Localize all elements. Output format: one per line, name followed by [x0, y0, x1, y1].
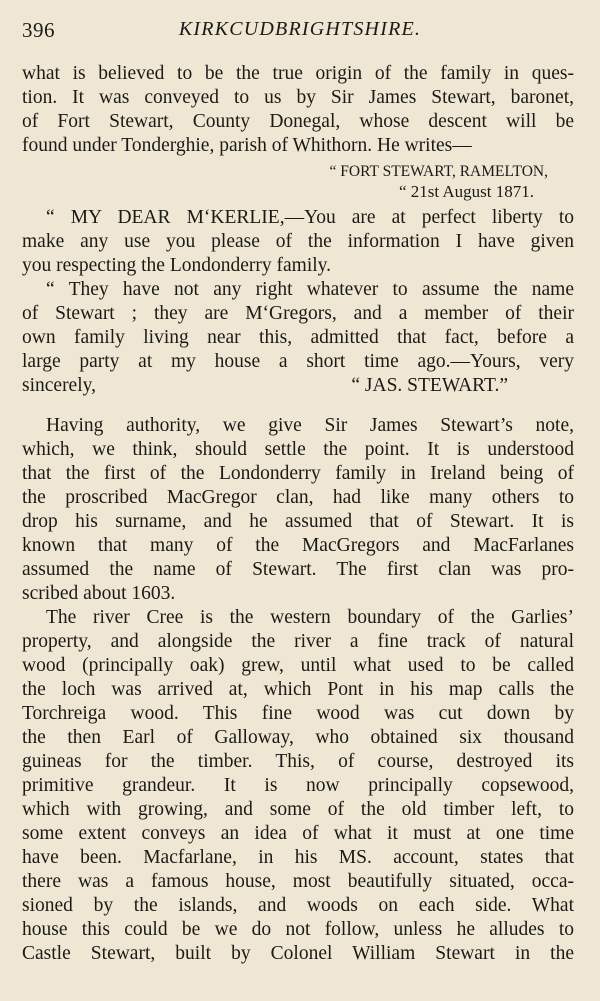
text-line: of Fort Stewart, County Donegal, whose descent will be [22, 111, 574, 132]
text-line: which with growing, and some of the old timber left, to [22, 799, 574, 820]
letter-date-line: “ 21st August 1871. [398, 182, 534, 201]
text-line: property, and alongside the river a fine track of natural [22, 631, 574, 652]
text-line: that the first of the Londonderry family in Ireland being of [22, 463, 574, 484]
text-line: what is believed to be the true origin of the family in ques- [22, 63, 574, 84]
paragraph-authority [22, 414, 574, 606]
text-line: large party at my house a short time ago.—Yours, very [22, 351, 574, 372]
page-number: 396 [22, 18, 55, 42]
text-line: drop his surname, and he assumed that of Stewart. It is [22, 511, 574, 532]
text-line: “ They have not any right whatever to assume the name [46, 279, 574, 300]
text-line: guineas for the timber. This, of course, destroyed its [22, 751, 574, 772]
paragraph-intro [22, 62, 574, 158]
text-line: known that many of the MacGregors and MacFarlanes [22, 535, 574, 556]
text-line: primitive grandeur. It is now principally copsewood, [22, 775, 574, 796]
text-line: scribed about 1603. [22, 583, 176, 604]
text-line: some extent conveys an idea of what it must at one time [22, 823, 574, 844]
text-line: you respecting the Londonderry family. [22, 255, 332, 276]
body-text [22, 62, 574, 966]
text-line: the then Earl of Galloway, who obtained six thousand [22, 727, 574, 748]
text-line: Having authority, we give Sir James Stewart’s note, [46, 415, 574, 436]
paragraph-river-cree [22, 606, 574, 966]
letter-address [22, 162, 574, 202]
text-line: there was a famous house, most beautifully situated, occa- [22, 871, 574, 892]
text-line: house this could be we do not follow, unless he alludes to [22, 919, 574, 940]
running-title: KIRKCUDBRIGHTSHIRE. [178, 18, 422, 40]
letter-address-line: “ FORT STEWART, RAMELTON, [329, 163, 548, 180]
letter-closing: sincerely, [22, 375, 96, 396]
text-line: of Stewart ; they are M‘Gregors, and a member of their [22, 303, 574, 324]
text-line: own family living near this, admitted that fact, before a [22, 327, 574, 348]
text-line: “ MY DEAR M‘KERLIE,—You are at perfect liberty to [46, 207, 574, 228]
text-line: the loch was arrived at, which Pont in his map calls the [22, 679, 574, 700]
text-line: Torchreiga wood. This fine wood was cut down by [22, 703, 574, 724]
text-line: found under Tonderghie, parish of Whithorn. He writes— [22, 135, 472, 156]
letter-signature: “ JAS. STEWART.” [351, 375, 508, 396]
text-line: have been. Macfarlane, in his MS. account, states that [22, 847, 574, 868]
text-line: the proscribed MacGregor clan, had like many others to [22, 487, 574, 508]
text-line: make any use you please of the information I have given [22, 231, 574, 252]
text-line: assumed the name of Stewart. The first clan was pro- [22, 559, 574, 580]
text-line: sioned by the islands, and woods on each side. What [22, 895, 574, 916]
text-line: tion. It was conveyed to us by Sir James Stewart, baronet, [22, 87, 574, 108]
text-line: Castle Stewart, built by Colonel William Stewart in the [22, 943, 574, 964]
letter-signoff [22, 374, 574, 398]
letter-body [22, 206, 574, 398]
text-line: wood (principally oak) grew, until what used to be called [22, 655, 574, 676]
text-line: The river Cree is the western boundary of the Garlies’ [46, 607, 574, 628]
text-line: which, we think, should settle the point. It is understood [22, 439, 574, 460]
page-header [22, 18, 578, 46]
